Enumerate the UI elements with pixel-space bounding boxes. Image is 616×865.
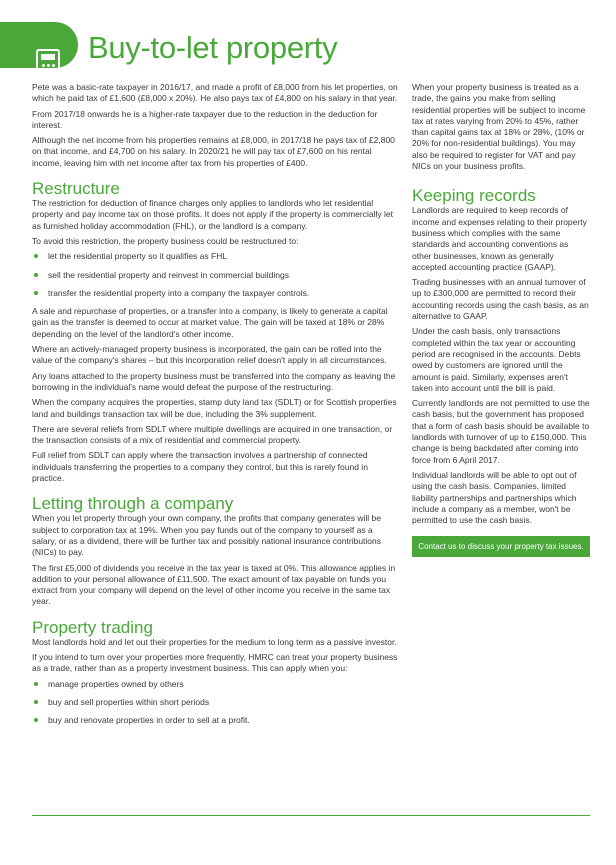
records-para: Currently landlords are not permitted to use the cash basis, but the government has proposed that a form of cash basis should be available to landlords with turnover of up to £150,000. This change is being backdated after coming into force from 6 April 2017. (412, 398, 590, 465)
restructure-para: Where an actively-managed property business is incorporated, the gain can be rolled into the value of the company's shares – but this incorporation relief doesn't apply in all circumstances. (32, 344, 387, 366)
restructure-para: To avoid this restriction, the property business could be restructured to: (32, 235, 299, 246)
letting-para: The first £5,000 of dividends you receive in the tax year is taxed at 0%. This allowance applies in addition to your personal allowance of £11,500. The exact amount of tax payable on funds you extract from your company will depend on the level of other income you receive in the same tax year. (32, 562, 396, 607)
letting-para: When you let property through your own company, the profits that company generates will be subject to corporation tax at 19%. When you pay funds out of the company to yourself as a salary, or as a dividend, there will be further tax and possibly national insurance contributions (NICs) to pay. (32, 513, 382, 558)
left-column (32, 82, 398, 733)
intro-para-1: Pete was a basic-rate taxpayer in 2016/17, and made a profit of £8,000 from his let properties, on which he paid tax of £1,600 (£8,000 x 20%). He also pays tax of £4,800 on his salary in that year. (32, 82, 398, 104)
records-heading: Keeping records (412, 186, 536, 206)
bullet-dot-icon (34, 682, 38, 686)
bullet-dot-icon (34, 273, 38, 277)
records-para: Individual landlords will be able to opt out of using the cash basis. Companies, limited liability partnerships and partnerships which include a company as a member, won't be permitted to use the cash basis. (412, 469, 577, 526)
list-item: sell the residential property and reinvest in commercial buildings (32, 270, 398, 281)
header-tab (0, 22, 78, 68)
restructure-heading: Restructure (32, 179, 120, 199)
intro-para-2: From 2017/18 onwards he is a higher-rate taxpayer due to the reduction in the deduction for interest. (32, 108, 378, 130)
restructure-para: The restriction for deduction of finance charges only applies to landlords who let residential property and pay income tax on those profits. It does not apply if the property is commercially let as furnished holiday accommodation (FHL), or the landlord is a company. (32, 198, 393, 231)
restructure-para: When the company acquires the properties, stamp duty land tax (SDLT) or for Scottish properties land and buildings transaction tax will be due, including the 3% supplement. (32, 397, 397, 419)
records-para: Trading businesses with an annual turnover of up to £300,000 are permitted to record their accounting records using the cash basis, as an alternative to GAAP. (412, 277, 589, 322)
footer-divider (32, 815, 590, 816)
list-item: buy and sell properties within short periods (32, 697, 398, 708)
bullet-dot-icon (34, 700, 38, 704)
contact-us-button[interactable]: Contact us to discuss your property tax issues. (412, 536, 590, 557)
trading-list (32, 679, 398, 727)
right-column (412, 82, 590, 557)
list-item: let the residential property so it qualifies as FHL (32, 251, 398, 262)
letting-heading: Letting through a company (32, 494, 234, 514)
records-para: Under the cash basis, only transactions completed within the tax year or accounting period are recognised in the accounts. Debts owed by customers are ignored until the amount is paid. Similarly, expenses aren't taken into account until the bill is paid. (412, 326, 581, 393)
restructure-para: There are several reliefs from SDLT where multiple dwellings are acquired in one transaction, or the transaction consists of a mix of residential and commercial property. (32, 423, 393, 446)
trading-heading: Property trading (32, 617, 153, 637)
restructure-para: A sale and repurchase of properties, or a transfer into a company, is likely to generate a capital gain as the transfer is deemed to occur at market value. The gain will be taxed at 18% or 28% depending on the level of the landlord's other income. (32, 306, 388, 339)
calculator-icon (36, 49, 60, 81)
bullet-dot-icon (34, 718, 38, 722)
bullet-dot-icon (34, 254, 38, 258)
trade-para: When your property business is treated as a trade, the gains you make from selling residential properties will be subject to income tax at rates varying from 20% to 45%, rather than capital gains tax at 18% or 28%, (10% or 20% for non-residential buildings). You may also be required to register for VAT and pay NICs on your business profits. (412, 82, 586, 172)
trading-para: Most landlords hold and let out their properties for the medium to long term as a passive investor. (32, 636, 397, 647)
trading-para: If you intend to turn over your properties more frequently, HMRC can treat your property business as a trade, rather than as a property investment business. This can apply when you: (32, 651, 398, 674)
page-title: Buy-to-let property (88, 30, 338, 65)
bullet-dot-icon (34, 291, 38, 295)
list-item: buy and renovate properties in order to sell at a profit. (32, 715, 398, 726)
restructure-para: Full relief from SDLT can apply where the transaction involves a partnership of connected individuals transferring the properties to a company they control, but this is rarely found in practice. (32, 450, 368, 484)
intro-para-3: Although the net income from his properties remains at £8,000, in 2017/18 he pays tax of £2,800 on that income, and £4,700 on his salary. In 2020/21 he will pay tax of £7,600 on his rental income, leaving him with net income after tax from his properties of £400. (32, 135, 395, 168)
records-para: Landlords are required to keep records of income and expenses relating to their property business which complies with the same standards and accounting conventions as other businesses, known as generally accepted accounting practice (GAAP). (412, 205, 587, 272)
list-item: transfer the residential property into a company the taxpayer controls. (32, 288, 398, 299)
list-item: manage properties owned by others (32, 679, 398, 690)
restructure-list (32, 251, 398, 299)
restructure-para: Any loans attached to the property business must be transferred into the company as leaving the borrowing in the individual's name would defeat the purpose of the restructuring. (32, 370, 396, 392)
